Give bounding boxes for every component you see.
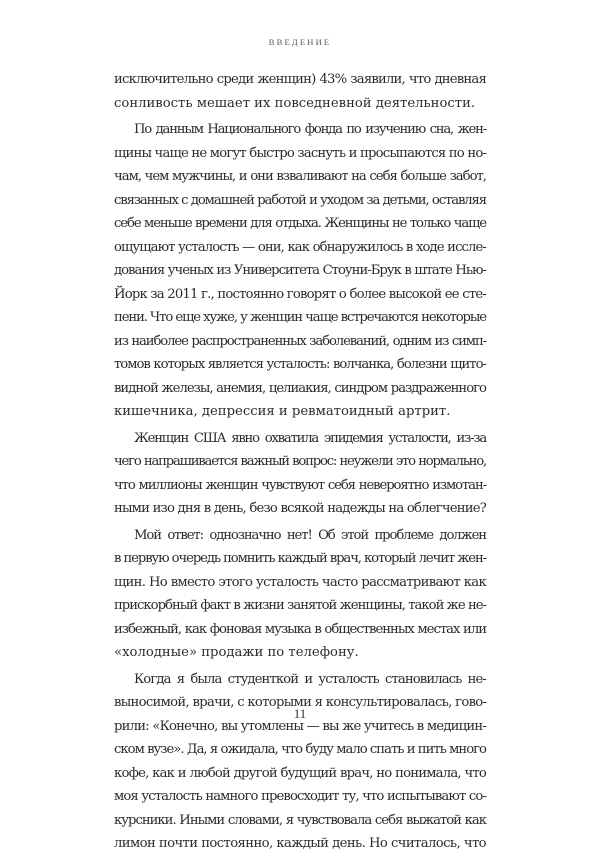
text-line: Йорк за 2011 г., постоянно говорят о более высокой ее сте- [114,286,486,302]
text-line: ощущают усталость — они, как обнаружилось в ходе иссле- [114,239,486,255]
text-line: связанных с домашней работой и уходом за детьми, оставляя [114,192,486,208]
paragraph-1 [114,68,486,115]
text-line: себе меньше времени для отдыха. Женщины не только чаще [114,216,486,231]
text-line: Когда я была студенткой и усталость становилась не- [134,671,486,687]
text-line: По данным Национального фонда по изучению сна, жен- [134,122,486,137]
text-line: из наиболее распространенных заболеваний, одним из симп- [114,333,486,349]
text-line: курсники. Иными словами, я чувствовала себя выжатой как [114,812,486,828]
text-line: избежный, как фоновая музыка в общественных местах или [114,621,486,637]
text-line: томов которых является усталость: волчанка, болезни щито- [114,357,486,372]
text-line: пени. Что еще хуже, у женщин чаще встречаются некоторые [114,310,486,325]
text-line: моя усталость намного превосходит ту, что испытывают со- [114,789,486,804]
text-line: Мой ответ: однозначно нет! Об этой проблеме должен [134,527,486,543]
paragraph-3 [114,427,486,521]
text-line: выносимой, врачи, с которыми я консультировалась, гово- [114,695,487,710]
text-line: чего напрашивается важный вопрос: неужели это нормально, [114,454,486,469]
text-line: ском вузе». Да, я ожидала, что буду мало спать и пить много [114,742,486,757]
text-line: сонливость мешает их повседневной деятельности. [114,95,476,111]
text-line: щины чаще не могут быстро заснуть и просыпаются по но- [114,145,487,161]
paragraph-2 [114,118,486,424]
text-line: щин. Но вместо этого усталость часто рассматривают как [114,574,486,590]
text-line: ными изо дня в день, безо всякой надежды на облегчение? [114,501,486,516]
body-text [114,68,486,859]
text-line: кишечника, депрессия и ревматоидный артрит. [114,404,451,419]
text-line: лимон почти постоянно, каждый день. Но считалось, что [114,836,486,851]
paragraph-5 [114,668,486,856]
running-head: ВВЕДЕНИЕ [268,37,332,47]
text-line: рили: «Конечно, вы утомлены — вы же учитесь в медицин- [114,718,486,734]
text-line: кофе, как и любой другой будущий врач, но понимала, что [114,765,486,781]
text-line: «холодные» продажи по телефону. [114,645,359,660]
text-line: в первую очередь помнить каждый врач, который лечит жен- [114,551,486,566]
text-line: исключительно среди женщин) 43% заявили, что дневная [114,72,486,87]
text-line: прискорбный факт в жизни занятой женщины, такой же не- [114,598,486,613]
page-number: 11 [293,706,307,721]
text-line: видной железы, анемия, целиакия, синдром раздраженного [114,380,486,396]
text-line: чам, чем мужчины, и они взваливают на себя больше забот, [114,169,486,184]
text-line: Женщин США явно охватила эпидемия усталости, из-за [134,430,486,446]
paragraph-4 [114,524,486,665]
text-line: что миллионы женщин чувствуют себя невероятно измотан- [114,477,486,493]
text-line: дования ученых из Университета Стоуни-Брук в штате Нью- [114,263,486,278]
